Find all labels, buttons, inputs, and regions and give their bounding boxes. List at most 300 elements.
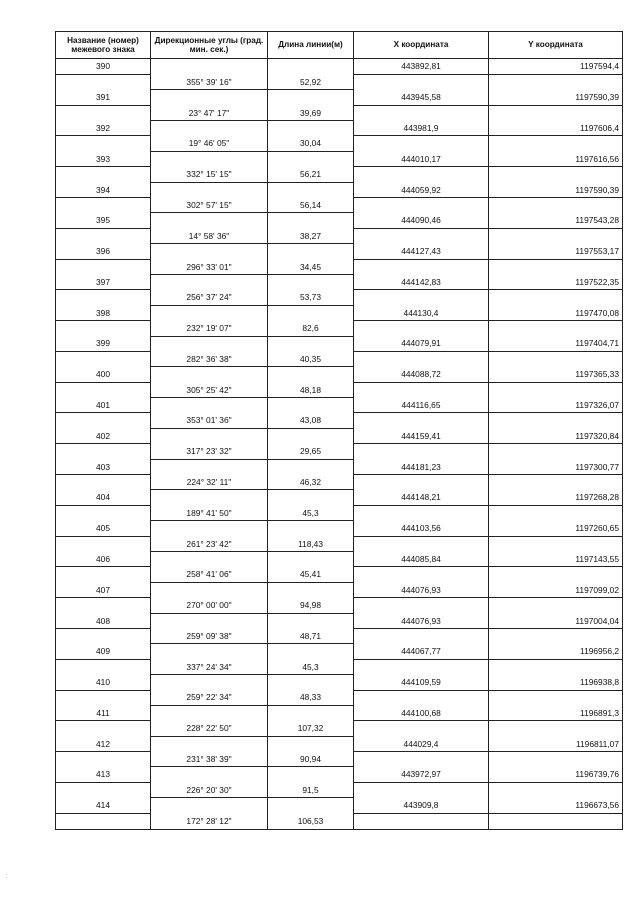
bearing-angle: 353° 01' 36" (151, 413, 268, 428)
empty-cell (151, 521, 268, 536)
x-coordinate: 444076,93 (354, 613, 489, 628)
empty-cell (489, 782, 623, 797)
empty-cell (268, 644, 354, 659)
segment-row (56, 382, 623, 397)
y-coordinate: 1197616,56 (489, 151, 623, 166)
line-length: 48,18 (268, 382, 354, 397)
bearing-angle: 296° 33' 01" (151, 259, 268, 274)
empty-cell (354, 382, 489, 397)
segment-row (56, 475, 623, 490)
line-length: 56,21 (268, 167, 354, 182)
segment-row (56, 198, 623, 213)
empty-cell (56, 721, 151, 736)
empty-cell (56, 567, 151, 582)
empty-cell (489, 413, 623, 428)
empty-cell (268, 552, 354, 567)
x-coordinate: 443981,9 (354, 121, 489, 136)
empty-cell (56, 136, 151, 151)
header-x: X координата (354, 32, 489, 59)
y-coordinate: 1197143,55 (489, 552, 623, 567)
line-length: 107,32 (268, 721, 354, 736)
empty-cell (151, 90, 268, 105)
point-row (56, 398, 623, 413)
empty-cell (268, 521, 354, 536)
y-coordinate: 1197099,02 (489, 582, 623, 597)
line-length: 106,53 (268, 813, 354, 829)
point-name: 409 (56, 644, 151, 659)
segment-row (56, 690, 623, 705)
point-row (56, 336, 623, 351)
empty-cell (268, 213, 354, 228)
header-length: Длина линии(м) (268, 32, 354, 59)
line-length: 56,14 (268, 198, 354, 213)
empty-cell (354, 536, 489, 551)
x-coordinate: 444029,4 (354, 736, 489, 751)
empty-cell (489, 136, 623, 151)
y-coordinate: 1196956,2 (489, 644, 623, 659)
empty-cell (268, 428, 354, 443)
empty-cell (354, 444, 489, 459)
empty-cell (489, 228, 623, 243)
empty-cell (56, 74, 151, 89)
margin-mark: : (6, 874, 8, 880)
empty-cell (489, 567, 623, 582)
empty-cell (489, 167, 623, 182)
point-name: 393 (56, 151, 151, 166)
empty-cell (489, 598, 623, 613)
empty-cell (354, 413, 489, 428)
point-name: 407 (56, 582, 151, 597)
empty-cell (56, 321, 151, 336)
empty-cell (268, 459, 354, 474)
bearing-angle: 258° 41' 06" (151, 567, 268, 582)
empty-cell (151, 428, 268, 443)
empty-cell (151, 490, 268, 505)
empty-cell (151, 798, 268, 813)
y-coordinate: 1197320,84 (489, 428, 623, 443)
empty-cell (268, 705, 354, 720)
empty-cell (56, 167, 151, 182)
empty-cell (489, 690, 623, 705)
header-row (56, 32, 623, 59)
empty-cell (268, 90, 354, 105)
segment-row (56, 444, 623, 459)
point-name: 395 (56, 213, 151, 228)
empty-cell (354, 721, 489, 736)
point-row (56, 305, 623, 320)
point-name: 402 (56, 428, 151, 443)
empty-cell (489, 74, 623, 89)
segment-row (56, 536, 623, 551)
point-name: 392 (56, 121, 151, 136)
y-coordinate: 1197590,39 (489, 90, 623, 105)
empty-cell (56, 413, 151, 428)
empty-cell (489, 198, 623, 213)
point-row (56, 736, 623, 751)
point-name: 394 (56, 182, 151, 197)
x-coordinate: 444142,83 (354, 274, 489, 289)
segment-row (56, 136, 623, 151)
point-row (56, 552, 623, 567)
bearing-angle: 332° 15' 15" (151, 167, 268, 182)
empty-cell (354, 690, 489, 705)
point-row (56, 798, 623, 813)
point-name: 391 (56, 90, 151, 105)
segment-row (56, 721, 623, 736)
header-y: Y координата (489, 32, 623, 59)
x-coordinate: 444159,41 (354, 428, 489, 443)
segment-row (56, 659, 623, 674)
segment-row (56, 567, 623, 582)
bearing-angle: 317° 23' 32" (151, 444, 268, 459)
empty-cell (151, 182, 268, 197)
y-coordinate: 1197590,39 (489, 182, 623, 197)
line-length: 94,98 (268, 598, 354, 613)
segment-row (56, 598, 623, 613)
y-coordinate: 1197260,65 (489, 521, 623, 536)
empty-cell (151, 582, 268, 597)
empty-cell (354, 475, 489, 490)
empty-cell (268, 675, 354, 690)
segment-row (56, 628, 623, 643)
segment-row (56, 105, 623, 120)
y-coordinate: 1196739,76 (489, 767, 623, 782)
bearing-angle: 23° 47' 17" (151, 105, 268, 120)
empty-cell (56, 690, 151, 705)
empty-cell (151, 151, 268, 166)
line-length: 34,45 (268, 259, 354, 274)
x-coordinate: 444127,43 (354, 244, 489, 259)
line-length: 45,41 (268, 567, 354, 582)
y-coordinate: 1197594,4 (489, 59, 623, 75)
point-name: 405 (56, 521, 151, 536)
point-name: 406 (56, 552, 151, 567)
line-length: 52,92 (268, 74, 354, 89)
empty-cell (489, 505, 623, 520)
segment-row (56, 290, 623, 305)
point-name: 413 (56, 767, 151, 782)
header-angle: Дирекционные углы (град. мин. сек.) (151, 32, 268, 59)
point-row (56, 274, 623, 289)
empty-cell (56, 598, 151, 613)
segment-row (56, 321, 623, 336)
empty-cell (354, 136, 489, 151)
empty-cell (151, 675, 268, 690)
bearing-angle: 256° 37' 24" (151, 290, 268, 305)
empty-cell (489, 321, 623, 336)
bearing-angle: 226° 20' 30" (151, 782, 268, 797)
point-name: 403 (56, 459, 151, 474)
empty-cell (56, 444, 151, 459)
empty-cell (56, 813, 151, 829)
bearing-angle: 355° 39' 16" (151, 74, 268, 89)
empty-cell (489, 752, 623, 767)
x-coordinate: 444067,77 (354, 644, 489, 659)
empty-cell (354, 351, 489, 366)
empty-cell (354, 659, 489, 674)
empty-cell (151, 336, 268, 351)
empty-cell (268, 305, 354, 320)
empty-cell (268, 182, 354, 197)
empty-cell (354, 74, 489, 89)
empty-cell (354, 228, 489, 243)
y-coordinate: 1197326,07 (489, 398, 623, 413)
x-coordinate: 444079,91 (354, 336, 489, 351)
line-length: 39,69 (268, 105, 354, 120)
point-name: 408 (56, 613, 151, 628)
bearing-angle: 282° 36' 38" (151, 351, 268, 366)
empty-cell (151, 367, 268, 382)
bearing-angle: 189° 41' 50" (151, 505, 268, 520)
empty-cell (268, 490, 354, 505)
empty-cell (354, 782, 489, 797)
line-length: 90,94 (268, 752, 354, 767)
bearing-angle: 231° 38' 39" (151, 752, 268, 767)
empty-cell (151, 613, 268, 628)
empty-cell (354, 752, 489, 767)
line-length: 91,5 (268, 782, 354, 797)
empty-cell (489, 351, 623, 366)
line-length: 40,35 (268, 351, 354, 366)
point-name: 400 (56, 367, 151, 382)
empty-cell (354, 505, 489, 520)
point-row (56, 428, 623, 443)
line-length: 82,6 (268, 321, 354, 336)
point-name: 398 (56, 305, 151, 320)
empty-cell (268, 398, 354, 413)
bearing-angle: 172° 28' 12" (151, 813, 268, 829)
empty-cell (56, 105, 151, 120)
point-row (56, 644, 623, 659)
y-coordinate: 1197470,08 (489, 305, 623, 320)
empty-cell (354, 198, 489, 213)
x-coordinate: 444148,21 (354, 490, 489, 505)
empty-cell (354, 567, 489, 582)
empty-cell (56, 198, 151, 213)
empty-cell (354, 598, 489, 613)
empty-cell (354, 290, 489, 305)
point-row (56, 767, 623, 782)
line-length: 43,08 (268, 413, 354, 428)
bearing-angle: 224° 32' 11" (151, 475, 268, 490)
x-coordinate: 444109,59 (354, 675, 489, 690)
empty-cell (56, 782, 151, 797)
bearing-angle: 302° 57' 15" (151, 198, 268, 213)
empty-cell (489, 290, 623, 305)
x-coordinate: 444116,65 (354, 398, 489, 413)
empty-cell (268, 121, 354, 136)
x-coordinate: 444085,84 (354, 552, 489, 567)
point-row (56, 182, 623, 197)
empty-cell (151, 398, 268, 413)
point-row (56, 521, 623, 536)
segment-row (56, 782, 623, 797)
empty-cell (354, 813, 489, 829)
point-name: 411 (56, 705, 151, 720)
segment-row (56, 228, 623, 243)
line-length: 46,32 (268, 475, 354, 490)
y-coordinate: 1197522,35 (489, 274, 623, 289)
x-coordinate: 444090,46 (354, 213, 489, 228)
bearing-angle: 19° 46' 05" (151, 136, 268, 151)
segment-row (56, 259, 623, 274)
line-length: 29,65 (268, 444, 354, 459)
table-body (56, 59, 623, 830)
empty-cell (151, 305, 268, 320)
x-coordinate: 444010,17 (354, 151, 489, 166)
empty-cell (489, 475, 623, 490)
point-row (56, 59, 623, 75)
y-coordinate: 1197365,33 (489, 367, 623, 382)
bearing-angle: 232° 19' 07" (151, 321, 268, 336)
x-coordinate: 444181,23 (354, 459, 489, 474)
line-length: 53,73 (268, 290, 354, 305)
empty-cell (268, 274, 354, 289)
point-name: 399 (56, 336, 151, 351)
empty-cell (268, 613, 354, 628)
empty-cell (56, 290, 151, 305)
x-coordinate: 444130,4 (354, 305, 489, 320)
bearing-angle: 270° 00' 00" (151, 598, 268, 613)
point-row (56, 213, 623, 228)
line-length: 48,33 (268, 690, 354, 705)
empty-cell (56, 351, 151, 366)
point-row (56, 675, 623, 690)
point-row (56, 490, 623, 505)
point-name: 410 (56, 675, 151, 690)
bearing-angle: 14° 58' 36" (151, 228, 268, 243)
x-coordinate: 443909,8 (354, 798, 489, 813)
line-length: 45,3 (268, 659, 354, 674)
empty-cell (489, 382, 623, 397)
empty-cell (354, 167, 489, 182)
segment-row (56, 813, 623, 829)
y-coordinate: 1196811,07 (489, 736, 623, 751)
empty-cell (56, 475, 151, 490)
empty-cell (489, 259, 623, 274)
empty-cell (151, 274, 268, 289)
empty-cell (354, 321, 489, 336)
empty-cell (56, 659, 151, 674)
bearing-angle: 259° 22' 34" (151, 690, 268, 705)
empty-cell (56, 505, 151, 520)
empty-cell (151, 644, 268, 659)
point-row (56, 582, 623, 597)
empty-cell (151, 705, 268, 720)
segment-row (56, 413, 623, 428)
line-length: 38,27 (268, 228, 354, 243)
point-name: 412 (56, 736, 151, 751)
empty-cell (56, 628, 151, 643)
empty-cell (268, 798, 354, 813)
empty-cell (151, 552, 268, 567)
y-coordinate: 1197404,71 (489, 336, 623, 351)
line-length: 48,71 (268, 628, 354, 643)
bearing-angle: 305° 25' 42" (151, 382, 268, 397)
bearing-angle: 337° 24' 34" (151, 659, 268, 674)
empty-cell (268, 336, 354, 351)
point-name: 404 (56, 490, 151, 505)
empty-cell (56, 259, 151, 274)
x-coordinate: 443945,58 (354, 90, 489, 105)
segment-row (56, 752, 623, 767)
empty-cell (151, 121, 268, 136)
y-coordinate: 1197300,77 (489, 459, 623, 474)
x-coordinate: 443972,97 (354, 767, 489, 782)
segment-row (56, 167, 623, 182)
point-row (56, 90, 623, 105)
empty-cell (489, 444, 623, 459)
empty-cell (268, 59, 354, 75)
empty-cell (354, 105, 489, 120)
empty-cell (151, 459, 268, 474)
x-coordinate: 444100,68 (354, 705, 489, 720)
x-coordinate: 444088,72 (354, 367, 489, 382)
line-length: 45,3 (268, 505, 354, 520)
y-coordinate: 1197268,28 (489, 490, 623, 505)
point-row (56, 705, 623, 720)
segment-row (56, 351, 623, 366)
empty-cell (268, 767, 354, 782)
y-coordinate: 1197543,28 (489, 213, 623, 228)
empty-cell (489, 813, 623, 829)
empty-cell (56, 382, 151, 397)
point-row (56, 459, 623, 474)
point-row (56, 367, 623, 382)
empty-cell (151, 736, 268, 751)
point-name: 390 (56, 59, 151, 75)
empty-cell (56, 228, 151, 243)
y-coordinate: 1196938,8 (489, 675, 623, 690)
y-coordinate: 1197553,17 (489, 244, 623, 259)
empty-cell (151, 213, 268, 228)
point-name: 396 (56, 244, 151, 259)
point-row (56, 613, 623, 628)
y-coordinate: 1196891,3 (489, 705, 623, 720)
y-coordinate: 1197606,4 (489, 121, 623, 136)
empty-cell (268, 244, 354, 259)
empty-cell (151, 767, 268, 782)
point-name: 401 (56, 398, 151, 413)
line-length: 118,43 (268, 536, 354, 551)
x-coordinate: 444103,56 (354, 521, 489, 536)
empty-cell (268, 367, 354, 382)
empty-cell (151, 59, 268, 75)
empty-cell (354, 259, 489, 274)
empty-cell (56, 752, 151, 767)
empty-cell (354, 628, 489, 643)
x-coordinate: 444076,93 (354, 582, 489, 597)
point-row (56, 121, 623, 136)
empty-cell (268, 151, 354, 166)
x-coordinate: 444059,92 (354, 182, 489, 197)
point-row (56, 151, 623, 166)
segment-row (56, 505, 623, 520)
empty-cell (268, 582, 354, 597)
empty-cell (489, 721, 623, 736)
y-coordinate: 1196673,56 (489, 798, 623, 813)
empty-cell (56, 536, 151, 551)
point-row (56, 244, 623, 259)
empty-cell (489, 536, 623, 551)
empty-cell (268, 736, 354, 751)
bearing-angle: 228° 22' 50" (151, 721, 268, 736)
header-name: Название (номер) межевого знака (56, 32, 151, 59)
bearing-angle: 261° 23' 42" (151, 536, 268, 551)
point-name: 414 (56, 798, 151, 813)
boundary-coordinates-table (55, 31, 623, 830)
x-coordinate: 443892,81 (354, 59, 489, 75)
